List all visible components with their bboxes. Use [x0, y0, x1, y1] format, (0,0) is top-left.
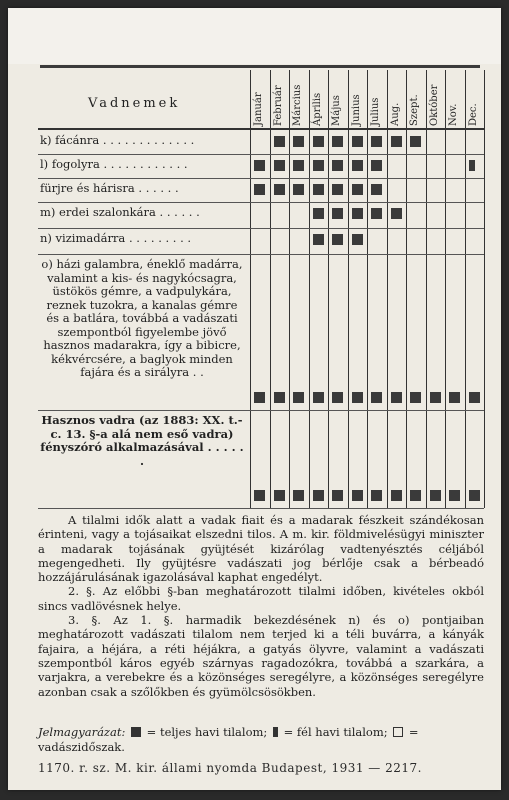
full-ban-cell: [391, 136, 402, 147]
full-ban-cell: [449, 490, 460, 501]
full-ban-cell: [274, 490, 285, 501]
half-ban-cell: [469, 160, 475, 171]
full-ban-cell: [332, 160, 343, 171]
month-header: [368, 72, 386, 128]
full-ban-cell: [313, 184, 324, 195]
full-ban-cell: [469, 392, 480, 403]
legend-half: = fél havi tilalom;: [283, 725, 388, 739]
month-label: Október: [428, 84, 440, 126]
legend-label: Jelmagyarázat:: [38, 725, 126, 739]
full-ban-cell: [410, 490, 421, 501]
hunting-season-table: [38, 70, 484, 508]
month-header: [388, 72, 406, 128]
full-ban-cell: [449, 392, 460, 403]
species-label: o) házi galambra, éneklő madárra, valamint a kis- és nagykócsagra, üstökös gémre, a vadpulykára, reznek tuzokra, a kanalas gémre és a batlára, továbbá a vadászati szempontból figyelembe jövő hasznos madarakra, így a bibicre, kékvércsére, a baglyok minden fajára és a sirályra . .: [41, 258, 243, 379]
full-ban-cell: [313, 208, 324, 219]
full-ban-cell: [332, 184, 343, 195]
month-header: [329, 72, 347, 128]
full-ban-cell: [391, 208, 402, 219]
full-ban-cell: [371, 490, 382, 501]
month-label: Március: [292, 84, 303, 126]
full-ban-cell: [430, 392, 441, 403]
month-header: [349, 72, 367, 128]
full-ban-cell: [371, 160, 382, 171]
row-divider: [38, 178, 484, 179]
row-divider: [38, 508, 484, 509]
full-ban-cell: [293, 392, 304, 403]
printer-footer: 1170. r. sz. M. kir. állami nyomda Budapest, 1931 — 2217.: [38, 761, 422, 775]
document-page: [8, 8, 501, 790]
column-divider: [387, 70, 388, 508]
legend-full: = teljes havi tilalom;: [146, 725, 268, 739]
month-label: Február: [272, 85, 284, 126]
column-divider: [328, 70, 329, 508]
paragraph-1: A tilalmi idők alatt a vadak fiait és a madarak fészkeit szándékosan érinteni, vagy a tojásaikat elszedni tilos. A m. kir. földmivelésügyi miniszter a madarak tojásának gyüjtését kizárólag vadtenyésztés céljából megengedheti. Ily gyüjtésre vadászati jog bérlője csak a bérbeadó hozzájárulásának igazolásával kaphat engedélyt.: [38, 513, 484, 585]
full-ban-cell: [352, 392, 363, 403]
header-separator: [38, 128, 484, 130]
full-ban-cell: [371, 184, 382, 195]
species-label: n) vizimadárra . . . . . . . . .: [40, 232, 192, 245]
month-header: [466, 72, 484, 128]
paragraph-3: 3. §. Az 1. §. harmadik bekezdésének n) és o) pontjaiban meghatározott vadászati tilalom nem terjed ki a téli buvárra, a kányák fajaira, a héjára, a réti héjákra, a gatyás ölyvre, valamint a vadászati szempontból káros egyéb szárnyas ragadozókra, továbbá a szarkára, a varjakra, a verebekre és a közönséges seregélyre, a közönséges seregélyre azonban csak a szőlőkben és gyümölcsösökben.: [38, 613, 484, 699]
full-ban-cell: [410, 392, 421, 403]
column-divider: [426, 70, 427, 508]
full-ban-cell: [274, 392, 285, 403]
full-ban-cell: [332, 208, 343, 219]
full-ban-symbol: [131, 727, 141, 737]
row-divider: [38, 202, 484, 203]
full-ban-cell: [313, 234, 324, 245]
row-divider: [38, 254, 484, 255]
full-ban-cell: [352, 234, 363, 245]
column-divider: [270, 70, 271, 508]
month-label: Április: [311, 92, 323, 126]
full-ban-cell: [313, 136, 324, 147]
column-divider: [309, 70, 310, 508]
species-label: m) erdei szalonkára . . . . . .: [40, 206, 200, 219]
full-ban-cell: [313, 490, 324, 501]
full-ban-cell: [293, 136, 304, 147]
full-ban-cell: [293, 160, 304, 171]
column-divider: [484, 70, 485, 508]
full-ban-cell: [352, 490, 363, 501]
full-ban-cell: [410, 136, 421, 147]
top-rule: [40, 65, 480, 68]
full-ban-cell: [391, 490, 402, 501]
full-ban-cell: [371, 208, 382, 219]
half-ban-symbol: [273, 727, 278, 737]
column-divider: [465, 70, 466, 508]
paragraph-2: 2. §. Az előbbi §-ban meghatározott tilalmi időben, kivételes okból sincs vadlövésnek helye.: [38, 584, 484, 613]
full-ban-cell: [352, 184, 363, 195]
month-header: [271, 72, 289, 128]
column-divider: [289, 70, 290, 508]
column-divider: [445, 70, 446, 508]
full-ban-cell: [352, 160, 363, 171]
top-margin: [8, 8, 501, 64]
full-ban-cell: [371, 392, 382, 403]
full-ban-cell: [254, 392, 265, 403]
full-ban-cell: [313, 392, 324, 403]
column-header-vadnemek: Vadnemek: [88, 96, 181, 111]
full-ban-cell: [332, 392, 343, 403]
regulation-text: [38, 513, 484, 699]
full-ban-cell: [274, 184, 285, 195]
full-ban-cell: [254, 184, 265, 195]
month-header: [407, 72, 425, 128]
legend-open: = vadászidőszak.: [38, 725, 419, 754]
full-ban-cell: [332, 234, 343, 245]
full-ban-cell: [254, 490, 265, 501]
full-ban-cell: [391, 392, 402, 403]
open-season-symbol: [393, 727, 403, 737]
month-header: [290, 72, 308, 128]
full-ban-cell: [469, 490, 480, 501]
row-divider: [38, 410, 484, 411]
month-header: [427, 72, 445, 128]
full-ban-cell: [332, 490, 343, 501]
species-label: Hasznos vadra (az 1883: XX. t.-c. 13. §-a alá nem eső vadra) fényszóró alkalmazásával . . . . . .: [40, 414, 244, 468]
column-divider: [250, 70, 251, 508]
full-ban-cell: [274, 136, 285, 147]
row-divider: [38, 154, 484, 155]
full-ban-cell: [352, 208, 363, 219]
column-divider: [367, 70, 368, 508]
month-label: Nov.: [448, 103, 459, 126]
month-label: Julius: [370, 97, 381, 126]
month-label: Aug.: [389, 102, 401, 126]
full-ban-cell: [371, 136, 382, 147]
month-header: [251, 72, 269, 128]
full-ban-cell: [293, 184, 304, 195]
legend: [38, 725, 484, 755]
row-divider: [38, 228, 484, 229]
month-label: Junius: [350, 94, 362, 126]
full-ban-cell: [430, 490, 441, 501]
full-ban-cell: [313, 160, 324, 171]
month-header: [310, 72, 328, 128]
column-divider: [406, 70, 407, 508]
full-ban-cell: [352, 136, 363, 147]
month-label: Dec.: [467, 103, 479, 126]
month-header: [446, 72, 464, 128]
month-label: Szept.: [409, 94, 420, 126]
month-label: Május: [331, 95, 342, 126]
species-label: fürjre és hárisra . . . . . .: [40, 182, 179, 195]
species-label: k) fácánra . . . . . . . . . . . . .: [40, 134, 195, 147]
month-label: Január: [253, 92, 264, 126]
full-ban-cell: [293, 490, 304, 501]
column-divider: [348, 70, 349, 508]
species-label: l) fogolyra . . . . . . . . . . . .: [40, 158, 188, 171]
full-ban-cell: [332, 136, 343, 147]
full-ban-cell: [274, 160, 285, 171]
full-ban-cell: [254, 160, 265, 171]
